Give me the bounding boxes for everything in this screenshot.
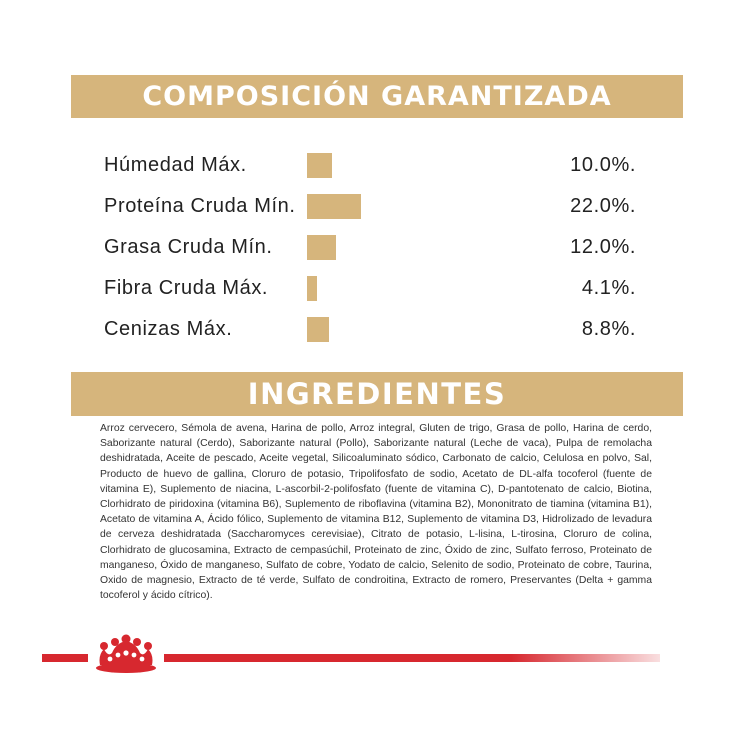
row-value: 4.1%. (581, 277, 636, 299)
composition-header (71, 75, 683, 118)
row-label: Húmedad Máx. (104, 154, 247, 176)
ingredients-header (71, 372, 683, 416)
royal-canin-crown-icon (90, 633, 162, 675)
row-label: Grasa Cruda Mín. (104, 236, 273, 258)
composition-table (104, 145, 644, 350)
composition-row (104, 309, 644, 350)
composition-title: COMPOSICIÓN GARANTIZADA (142, 81, 612, 112)
row-value: 22.0%. (570, 195, 636, 217)
ingredients-text: Arroz cervecero, Sémola de avena, Harina de pollo, Arroz integral, Gluten de trigo, Grasa de pollo, Harina de cerdo, Saborizante natural (Cerdo), Saborizante natural (Pollo), Saborizante natural (Leche de vaca), Pulpa de remolacha deshidratada, Aceite de pescado, Aceite vegetal, Silicoaluminato sódico, Carbonato de calcio, Celulosa en polvo, Sal, Producto de huevo de gallina, Cloruro de potasio, Tripolifosfato de sodio, Acetato de DL-alfa tocoferol (fuente de vitamina E), Suplemento de niacina, L-ascorbil-2-polifosfato (fuente de vitamina C), D-pantotenato de calcio, Biotina, Clorhidrato de piridoxina (vitamina B6), Suplemento de riboflavina (vitamina B2), Mononitrato de tiamina (vitamina B1), Acetato de vitamina A, Ácido fólico, Suplemento de vitamina B12, Suplemento de vitamina D3, Hidrolizado de levadura de cerveza deshidratada (Saccharomyces cerevisiae), Citrato de potasio, L-lisina, L-tirosina, Cloruro de colina, Clorhidrato de glucosamina, Extracto de cempasúchil, Proteinato de zinc, Óxido de zinc, Sulfato ferroso, Proteinato de manganeso, Óxido de manganeso, Sulfato de cobre, Yodato de calcio, Selenito de sodio, Proteinato de cobre, Taurina, Oxido de magnesio, Extracto de té verde, Sulfato de condroitina, Extracto de romero, Preservantes (Delta + gamma tocoferol y ácido cítrico). (100, 423, 652, 602)
composition-bar (307, 153, 332, 178)
composition-bar (307, 276, 317, 301)
row-label: Fibra Cruda Máx. (104, 277, 269, 299)
composition-bar (307, 235, 336, 260)
ingredients-title: INGREDIENTES (247, 377, 507, 411)
row-value: 12.0%. (570, 236, 636, 258)
row-value: 10.0%. (570, 154, 636, 176)
row-value: 8.8%. (581, 318, 636, 340)
row-label: Cenizas Máx. (104, 318, 233, 340)
composition-row (104, 145, 644, 186)
footer-red-line-left (42, 654, 88, 662)
composition-row (104, 227, 644, 268)
composition-bar (307, 317, 329, 342)
row-label: Proteína Cruda Mín. (104, 195, 296, 217)
composition-row (104, 186, 644, 227)
composition-bar (307, 194, 361, 219)
composition-row (104, 268, 644, 309)
footer-red-line-right (164, 654, 660, 662)
